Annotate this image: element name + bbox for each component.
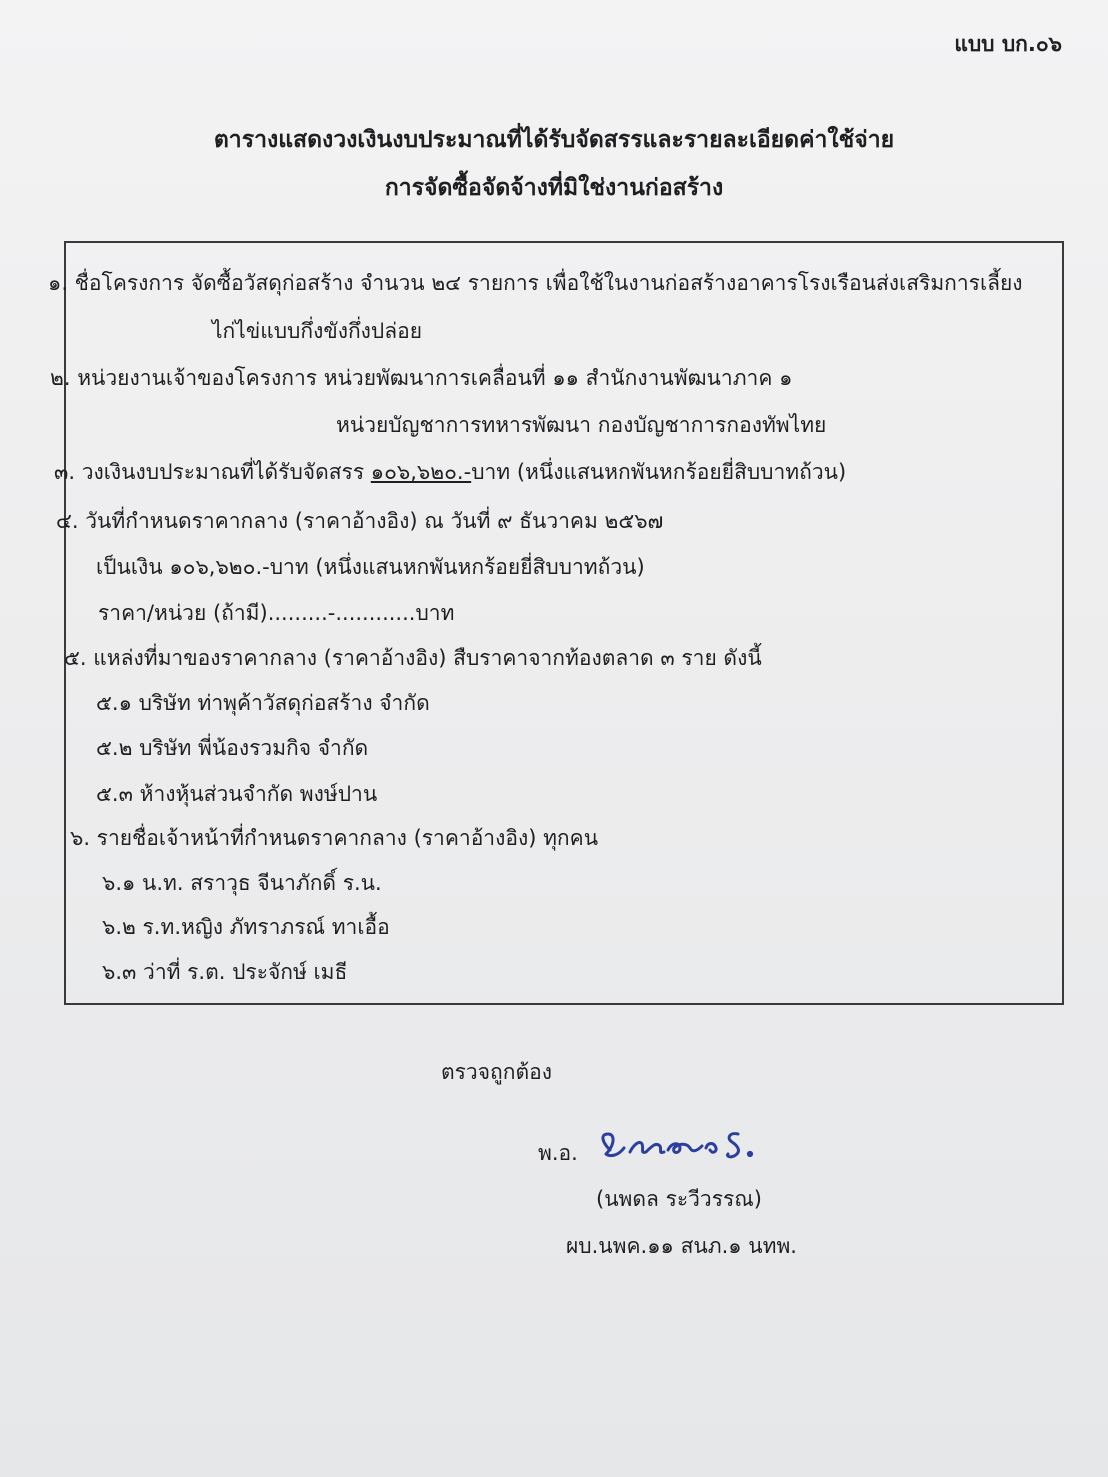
form-code: แบบ บก.๐๖ xyxy=(954,32,1062,56)
budget-amount-words: บาท (หนึ่งแสนหกพันหกร้อยยี่สิบบาทถ้วน) xyxy=(471,460,847,484)
price-source-item: ๕.๒ บริษัท พี่น้องรวมกิจ จำกัด xyxy=(96,736,369,760)
item-owner-unit: ๒. หน่วยงานเจ้าของโครงการ หน่วยพัฒนาการเคลื่อนที่ ๑๑ สำนักงานพัฒนาภาค ๑ xyxy=(50,366,793,390)
item-project-name-cont: ไก่ไข่แบบกึ่งขังกึ่งปล่อย xyxy=(212,319,423,343)
item-owner-unit-cont: หน่วยบัญชาการทหารพัฒนา กองบัญชาการกองทัพไทย xyxy=(336,413,827,437)
item-median-date: ๔. วันที่กำหนดราคากลาง (ราคาอ้างอิง) ณ วันที่ ๙ ธันวาคม ๒๕๖๗ xyxy=(56,509,664,533)
verified-label: ตรวจถูกต้อง xyxy=(441,1060,552,1084)
document-title-line-1: ตารางแสดงวงเงินงบประมาณที่ได้รับจัดสรรและรายละเอียดค่าใช้จ่าย xyxy=(213,127,895,153)
document-title-line-2: การจัดซื้อจัดจ้างที่มิใช่งานก่อสร้าง xyxy=(384,175,724,201)
officer-item: ๖.๓ ว่าที่ ร.ต. ประจักษ์ เมธี xyxy=(102,960,348,984)
price-source-item: ๕.๓ ห้างหุ้นส่วนจำกัด พงษ์ปาน xyxy=(96,782,378,806)
item-budget xyxy=(54,462,846,483)
budget-amount: ๑๐๖,๖๒๐.- xyxy=(370,460,472,484)
budget-label: ๓. วงเงินงบประมาณที่ได้รับจัดสรร xyxy=(54,460,371,484)
signer-name: (นพดล ระวีวรรณ) xyxy=(596,1187,762,1211)
officer-item: ๖.๑ น.ท. สราวุธ จีนาภักดิ์ ร.น. xyxy=(102,871,382,895)
item-median-amount: เป็นเงิน ๑๐๖,๖๒๐.-บาท (หนึ่งแสนหกพันหกร้อยยี่สิบบาทถ้วน) xyxy=(96,555,645,579)
officer-item: ๖.๒ ร.ท.หญิง ภัทราภรณ์ ทาเอื้อ xyxy=(102,915,390,939)
item-price-sources: ๕. แหล่งที่มาของราคากลาง (ราคาอ้างอิง) สืบราคาจากท้องตลาด ๓ ราย ดังนี้ xyxy=(64,646,762,670)
handwritten-signature xyxy=(596,1124,766,1178)
item-unit-price: ราคา/หน่วย (ถ้ามี).........-............บาท xyxy=(98,601,455,625)
signer-rank: พ.อ. xyxy=(538,1141,578,1165)
signer-position: ผบ.นพค.๑๑ สนภ.๑ นทพ. xyxy=(566,1234,797,1258)
price-source-item: ๕.๑ บริษัท ท่าพุค้าวัสดุก่อสร้าง จำกัด xyxy=(96,691,430,715)
item-officers: ๖. รายชื่อเจ้าหน้าที่กำหนดราคากลาง (ราคาอ้างอิง) ทุกคน xyxy=(70,826,599,850)
item-project-name: ๑. ชื่อโครงการ จัดซื้อวัสดุก่อสร้าง จำนวน ๒๔ รายการ เพื่อใช้ในงานก่อสร้างอาคารโรงเรือนส่งเสริมการเลี้ยง xyxy=(48,271,1023,295)
